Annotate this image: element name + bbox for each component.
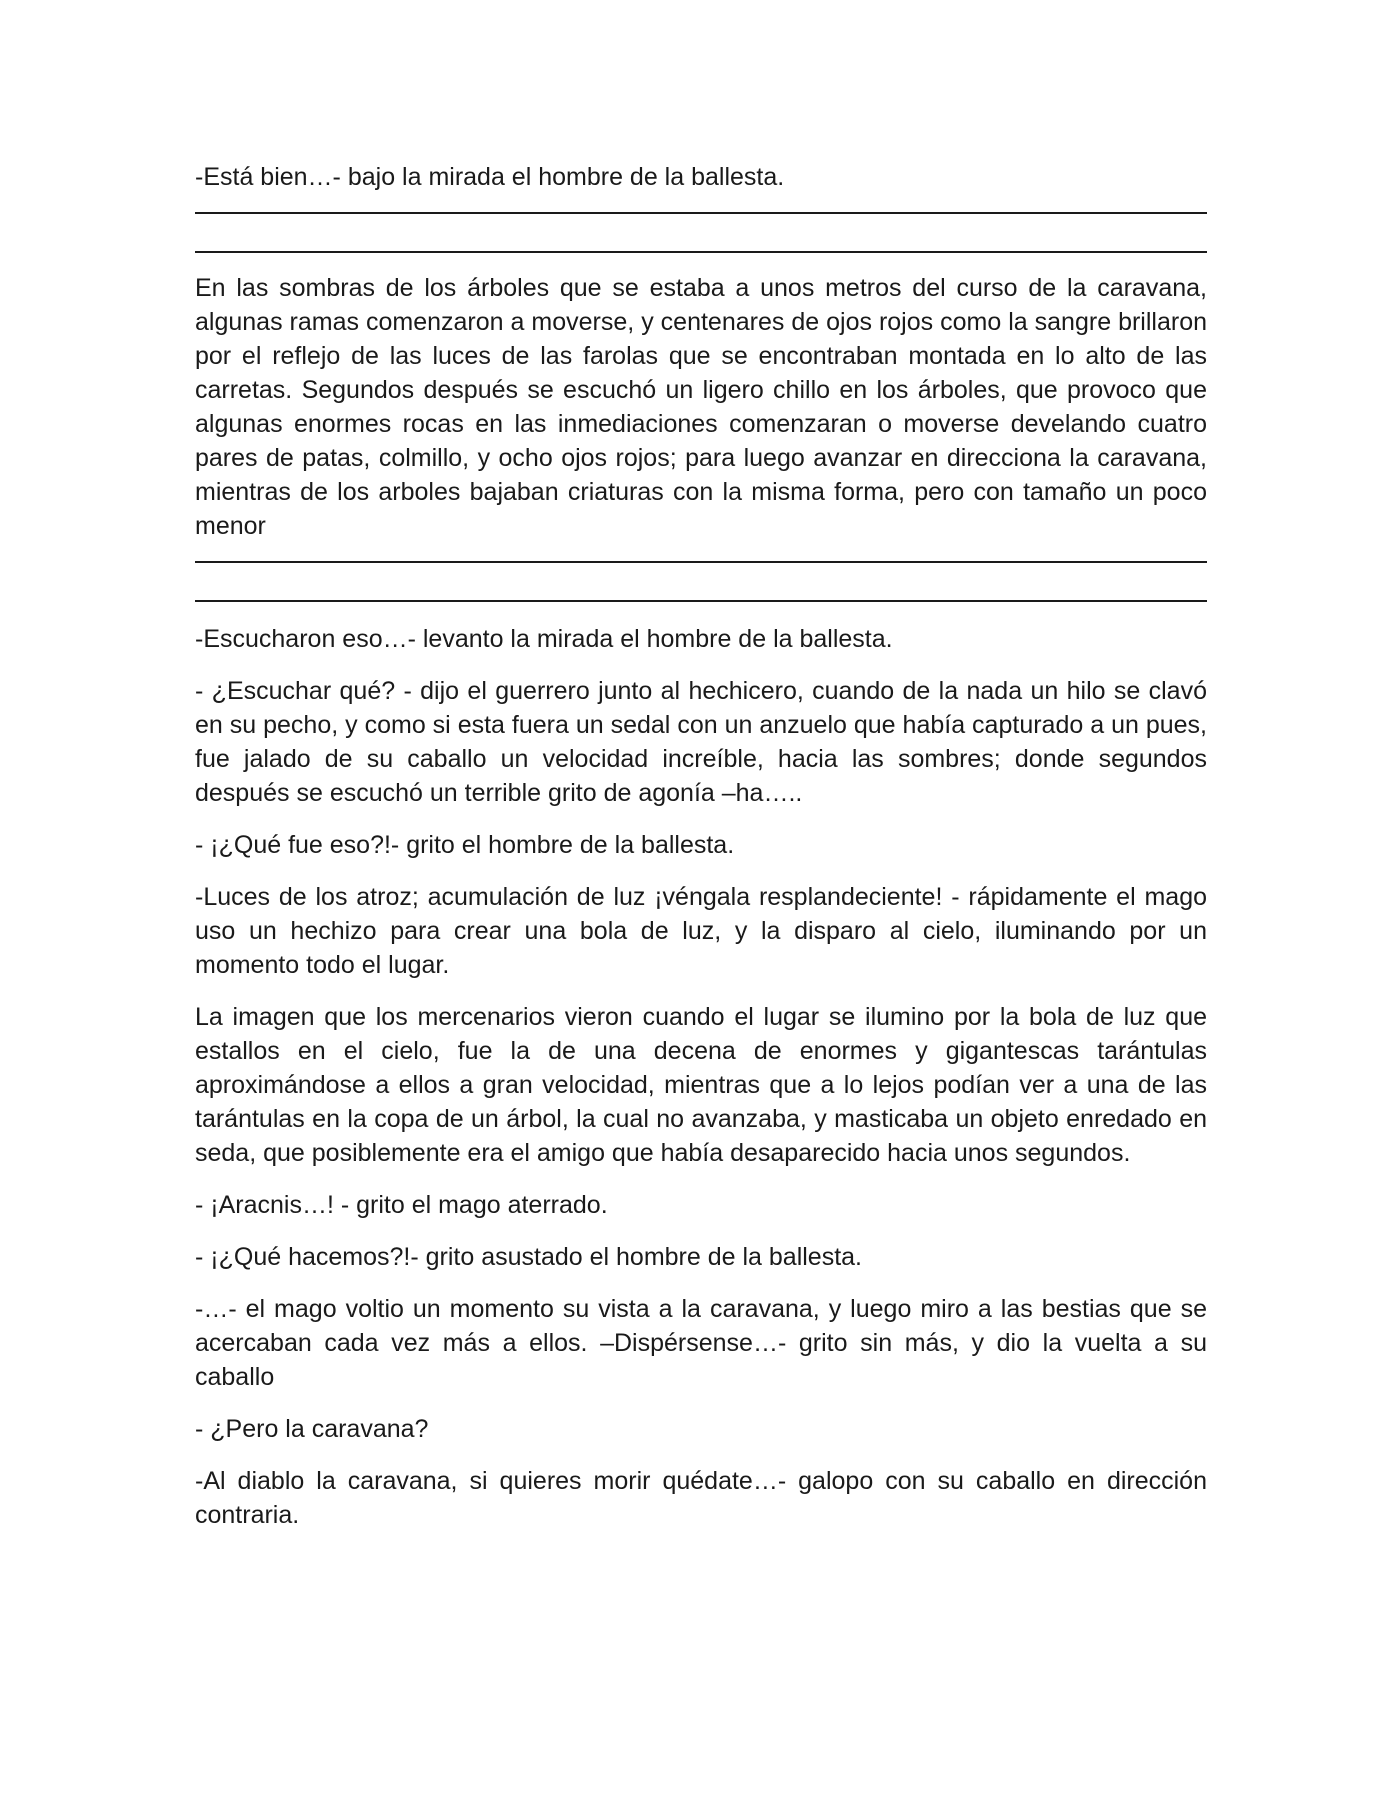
paragraph: - ¡¿Qué fue eso?!- grito el hombre de la ballesta. <box>195 831 735 859</box>
paragraph: - ¿Pero la caravana? <box>195 1415 429 1443</box>
paragraph: -Luces de los atroz; acumulación de luz ¡véngala resplandeciente! - rápidamente el mago uso un hechizo para crear una bola de luz, y la disparo al cielo, iluminando por un momento todo el lugar. <box>195 883 1207 979</box>
separator-line <box>195 251 1207 253</box>
narrative-paragraph: En las sombras de los árboles que se estaba a unos metros del curso de la caravana, algunas ramas comenzaron a moverse, y centenares de ojos rojos como la sangre brillaron por el reflejo de las luces de las farolas que se encontraban montada en lo alto de las carretas. Segundos después se escuchó un ligero chillo en los árboles, que provoco que algunas enormes rocas en las inmediaciones comenzaran o moverse develando cuatro pares de patas, colmillo, y ocho ojos rojos; para luego avanzar en direcciona la caravana, mientras de los arboles bajaban criaturas con la misma forma, pero con tamaño un poco menor <box>195 274 1207 540</box>
separator-line <box>195 212 1207 214</box>
separator-line <box>195 561 1207 563</box>
opening-line: -Está bien…- bajo la mirada el hombre de la ballesta. <box>195 163 785 191</box>
paragraph: -…- el mago voltio un momento su vista a la caravana, y luego miro a las bestias que se acercaban cada vez más a ellos. –Dispérsense…- grito sin más, y dio la vuelta a su caballo <box>195 1295 1207 1391</box>
separator-line <box>195 600 1207 602</box>
document-page <box>195 160 1207 1550</box>
paragraph: - ¡¿Qué hacemos?!- grito asustado el hombre de la ballesta. <box>195 1243 863 1271</box>
dialogue-section <box>195 622 1207 1532</box>
paragraph: -Al diablo la caravana, si quieres morir quédate…- galopo con su caballo en dirección contraria. <box>195 1467 1207 1529</box>
paragraph: - ¿Escuchar qué? - dijo el guerrero junto al hechicero, cuando de la nada un hilo se clavó en su pecho, y como si esta fuera un sedal con un anzuelo que había capturado a un pues, fue jalado de su caballo un velocidad increíble, hacia las sombres; donde segundos después se escuchó un terrible grito de agonía –ha….. <box>195 677 1207 807</box>
paragraph: - ¡Aracnis…! - grito el mago aterrado. <box>195 1191 608 1219</box>
paragraph: La imagen que los mercenarios vieron cuando el lugar se ilumino por la bola de luz que estallos en el cielo, fue la de una decena de enormes y gigantescas tarántulas aproximándose a ellos a gran velocidad, mientras que a lo lejos podían ver a una de las tarántulas en la copa de un árbol, la cual no avanzaba, y masticaba un objeto enredado en seda, que posiblemente era el amigo que había desaparecido hacia unos segundos. <box>195 1003 1207 1167</box>
paragraph: -Escucharon eso…- levanto la mirada el hombre de la ballesta. <box>195 625 893 653</box>
